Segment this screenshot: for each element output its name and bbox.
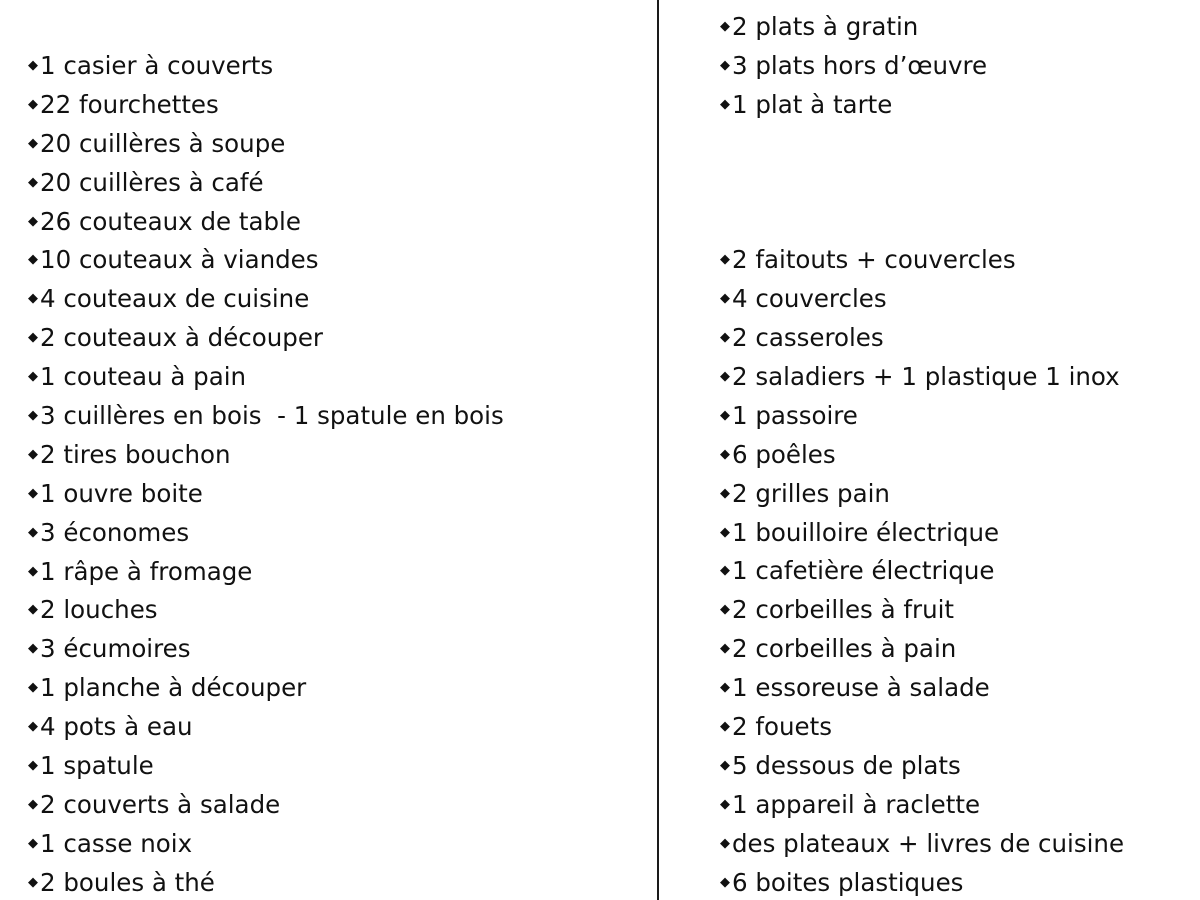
right-inventory-list: [720, 8, 1190, 900]
list-item: [720, 319, 1190, 358]
item-text: 1 plat à tarte: [732, 89, 893, 119]
diamond-bullet-icon: ◆: [720, 719, 730, 735]
list-item: [720, 786, 1190, 825]
item-text: 2 faitouts + couvercles: [732, 245, 1016, 275]
item-text: 4 pots à eau: [40, 712, 193, 742]
list-item: [720, 475, 1190, 514]
list-item: [28, 203, 648, 242]
list-item: [720, 514, 1190, 553]
list-item: [28, 436, 648, 475]
list-item: [28, 47, 648, 86]
diamond-bullet-icon: ◆: [720, 369, 730, 385]
diamond-bullet-icon: ◆: [28, 680, 38, 696]
diamond-bullet-icon: ◆: [28, 874, 38, 890]
list-item: [720, 825, 1190, 864]
diamond-bullet-icon: ◆: [720, 796, 730, 812]
list-item: [28, 319, 648, 358]
list-item: [28, 358, 648, 397]
item-text: 6 poêles: [732, 439, 836, 469]
diamond-bullet-icon: ◆: [720, 57, 730, 73]
list-item: [28, 475, 648, 514]
item-text: 3 cuillères en bois - 1 spatule en bois: [40, 401, 504, 431]
diamond-bullet-icon: ◆: [28, 58, 38, 73]
list-item: [28, 864, 648, 900]
left-inventory-list: [28, 47, 648, 900]
item-text: 2 couverts à salade: [40, 789, 281, 819]
column-divider: [657, 0, 659, 900]
diamond-bullet-icon: ◆: [28, 135, 38, 151]
list-item: [28, 86, 648, 125]
list-item: [720, 552, 1190, 591]
list-item: [28, 241, 648, 280]
list-gap: [720, 125, 1190, 164]
item-text: des plateaux + livres de cuisine: [732, 828, 1125, 858]
item-text: 2 grilles pain: [732, 478, 890, 508]
list-gap: [720, 202, 1190, 241]
list-item: [720, 241, 1190, 280]
item-text: 2 casseroles: [732, 323, 884, 353]
diamond-bullet-icon: ◆: [28, 719, 38, 735]
list-item: [720, 8, 1190, 47]
list-item: [720, 47, 1190, 86]
list-item: [28, 591, 648, 630]
item-text: 1 casse noix: [40, 828, 193, 858]
diamond-bullet-icon: ◆: [720, 680, 730, 696]
item-text: 10 couteaux à viandes: [40, 245, 319, 275]
list-item: [28, 397, 648, 436]
diamond-bullet-icon: ◆: [720, 524, 730, 540]
item-text: 3 écumoires: [40, 634, 191, 664]
diamond-bullet-icon: ◆: [720, 602, 730, 618]
diamond-bullet-icon: ◆: [720, 485, 730, 501]
list-item: [720, 591, 1190, 630]
item-text: 3 plats hors d’œuvre: [732, 50, 988, 80]
diamond-bullet-icon: ◆: [720, 835, 730, 851]
item-text: 2 fouets: [732, 712, 832, 742]
list-item: [720, 708, 1190, 747]
list-item: [28, 669, 648, 708]
list-item: [720, 358, 1190, 397]
diamond-bullet-icon: ◆: [28, 602, 38, 618]
diamond-bullet-icon: ◆: [720, 446, 730, 462]
item-text: 6 boites plastiques: [732, 867, 964, 897]
item-text: 20 cuillères à soupe: [40, 128, 286, 158]
diamond-bullet-icon: ◆: [28, 796, 38, 812]
list-item: [720, 669, 1190, 708]
diamond-bullet-icon: ◆: [28, 174, 38, 190]
diamond-bullet-icon: ◆: [720, 96, 730, 112]
diamond-bullet-icon: ◆: [28, 524, 38, 540]
item-text: 26 couteaux de table: [40, 206, 301, 236]
diamond-bullet-icon: ◆: [720, 252, 730, 268]
item-text: 1 passoire: [732, 400, 858, 430]
diamond-bullet-icon: ◆: [28, 96, 38, 112]
item-text: 20 cuillères à café: [40, 167, 264, 197]
item-text: 4 couteaux de cuisine: [40, 284, 310, 314]
item-text: 1 râpe à fromage: [40, 556, 253, 586]
list-item: [28, 747, 648, 786]
diamond-bullet-icon: ◆: [720, 874, 730, 890]
item-text: 1 cafetière électrique: [732, 556, 995, 586]
item-text: 1 bouilloire électrique: [732, 517, 1000, 547]
item-text: 2 corbeilles à fruit: [732, 595, 955, 625]
item-text: 2 tires bouchon: [40, 439, 231, 469]
item-text: 2 corbeilles à pain: [732, 634, 957, 664]
list-item: [28, 280, 648, 319]
item-text: 1 planche à découper: [40, 673, 307, 703]
diamond-bullet-icon: ◆: [28, 641, 38, 657]
list-item: [28, 164, 648, 203]
list-item: [28, 825, 648, 864]
item-text: 22 fourchettes: [40, 89, 219, 119]
list-item: [720, 86, 1190, 125]
list-item: [720, 280, 1190, 319]
list-item: [28, 125, 648, 164]
list-item: [720, 630, 1190, 669]
item-text: 2 boules à thé: [40, 867, 215, 897]
item-text: 4 couvercles: [732, 284, 887, 314]
diamond-bullet-icon: ◆: [28, 835, 38, 851]
diamond-bullet-icon: ◆: [28, 446, 38, 462]
item-text: 5 dessous de plats: [732, 750, 961, 780]
diamond-bullet-icon: ◆: [28, 758, 38, 774]
item-text: 2 couteaux à découper: [40, 323, 323, 353]
item-text: 2 plats à gratin: [732, 12, 919, 41]
diamond-bullet-icon: ◆: [720, 291, 730, 307]
item-text: 1 essoreuse à salade: [732, 673, 990, 703]
diamond-bullet-icon: ◆: [28, 291, 38, 307]
diamond-bullet-icon: ◆: [720, 407, 730, 423]
list-item: [720, 747, 1190, 786]
item-text: 1 casier à couverts: [40, 51, 274, 80]
diamond-bullet-icon: ◆: [28, 252, 38, 268]
item-text: 3 économes: [40, 517, 190, 547]
list-gap: [720, 164, 1190, 203]
list-item: [720, 864, 1190, 900]
item-text: 1 appareil à raclette: [732, 789, 981, 819]
list-item: [28, 630, 648, 669]
diamond-bullet-icon: ◆: [28, 369, 38, 385]
list-item: [28, 708, 648, 747]
item-text: 1 couteau à pain: [40, 362, 247, 392]
diamond-bullet-icon: ◆: [720, 757, 730, 773]
list-item: [28, 553, 648, 592]
list-item: [28, 514, 648, 553]
diamond-bullet-icon: ◆: [720, 19, 730, 34]
list-item: [28, 786, 648, 825]
diamond-bullet-icon: ◆: [28, 485, 38, 501]
item-text: 2 louches: [40, 595, 158, 625]
diamond-bullet-icon: ◆: [720, 563, 730, 579]
list-item: [720, 397, 1190, 436]
item-text: 1 spatule: [40, 751, 154, 781]
diamond-bullet-icon: ◆: [28, 563, 38, 579]
item-text: 1 ouvre boite: [40, 478, 203, 508]
list-item: [720, 436, 1190, 475]
diamond-bullet-icon: ◆: [720, 641, 730, 657]
diamond-bullet-icon: ◆: [28, 330, 38, 346]
diamond-bullet-icon: ◆: [28, 213, 38, 229]
diamond-bullet-icon: ◆: [28, 408, 38, 424]
diamond-bullet-icon: ◆: [720, 330, 730, 346]
item-text: 2 saladiers + 1 plastique 1 inox: [732, 362, 1120, 392]
